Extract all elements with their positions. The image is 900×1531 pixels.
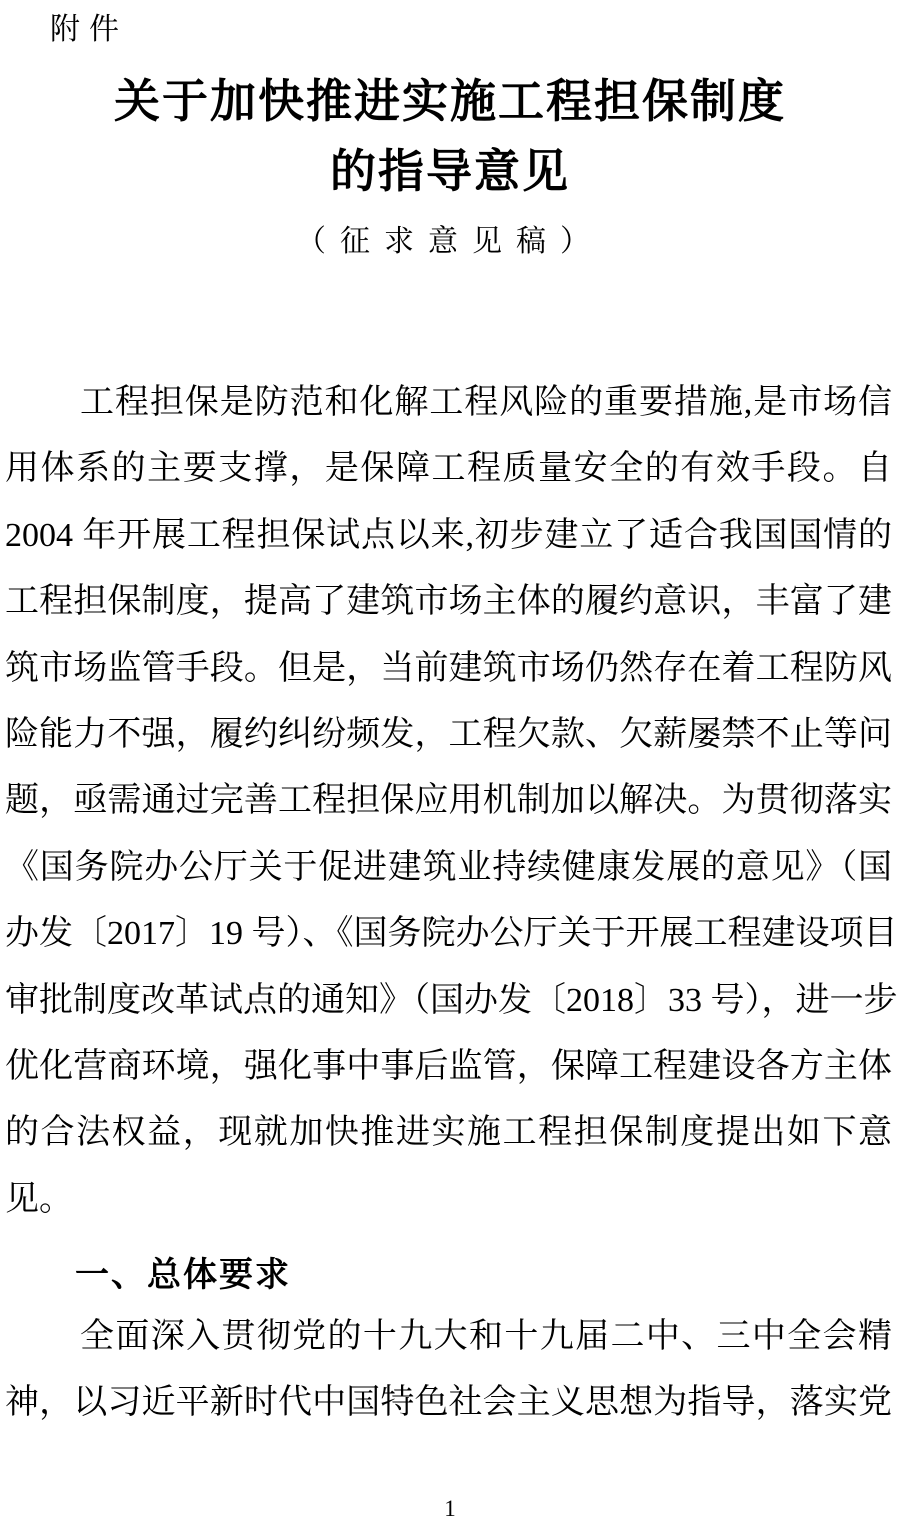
text-line: 全面深入贯彻党的十九大和十九届二中、三中全会精 xyxy=(80,1318,892,1355)
attachment-label: 附件 xyxy=(50,13,128,46)
text-line: 筑市场监管手段。但是，当前建筑市场仍然存在着工程防风 xyxy=(5,649,892,687)
text-line: 见。 xyxy=(5,1180,73,1218)
text-line: 优化营商环境，强化事中事后监管，保障工程建设各方主体 xyxy=(5,1048,892,1086)
subtitle-draft-label: （征求意见稿） xyxy=(296,225,604,258)
text-line: 险能力不强，履约纠纷频发，工程欠款、欠薪屡禁不止等问 xyxy=(5,716,892,754)
paragraph-2 xyxy=(5,1304,892,1437)
text-line: 《国务院办公厅关于促进建筑业持续健康发展的意见》（国 xyxy=(5,848,892,886)
text-line: 工程担保制度，提高了建筑市场主体的履约意识，丰富了建 xyxy=(5,583,892,621)
text-line: 的合法权益，现就加快推进实施工程担保制度提出如下意 xyxy=(5,1114,892,1152)
paragraph-1 xyxy=(5,370,898,1233)
document-title xyxy=(0,66,900,206)
title-line-1: 关于加快推进实施工程担保制度 xyxy=(114,75,786,127)
title-line-2: 的指导意见 xyxy=(330,145,570,197)
section-heading: 一、总体要求 xyxy=(75,1256,291,1294)
text-line: 办发〔2017〕19 号）、《国务院办公厅关于开展工程建设项目 xyxy=(5,915,898,953)
text-line: 神，以习近平新时代中国特色社会主义思想为指导，落实党 xyxy=(5,1384,892,1422)
text-line: 2004 年开展工程担保试点以来,初步建立了适合我国国情的 xyxy=(5,516,892,554)
text-line: 审批制度改革试点的通知》（国办发〔2018〕33 号），进一步 xyxy=(5,981,898,1019)
text-line: 用体系的主要支撑，是保障工程质量安全的有效手段。自 xyxy=(5,450,892,488)
text-line: 题，亟需通过完善工程担保应用机制加以解决。为贯彻落实 xyxy=(5,782,892,820)
text-line: 工程担保是防范和化解工程风险的重要措施,是市场信 xyxy=(80,384,892,421)
page-number: 1 xyxy=(444,1496,456,1521)
